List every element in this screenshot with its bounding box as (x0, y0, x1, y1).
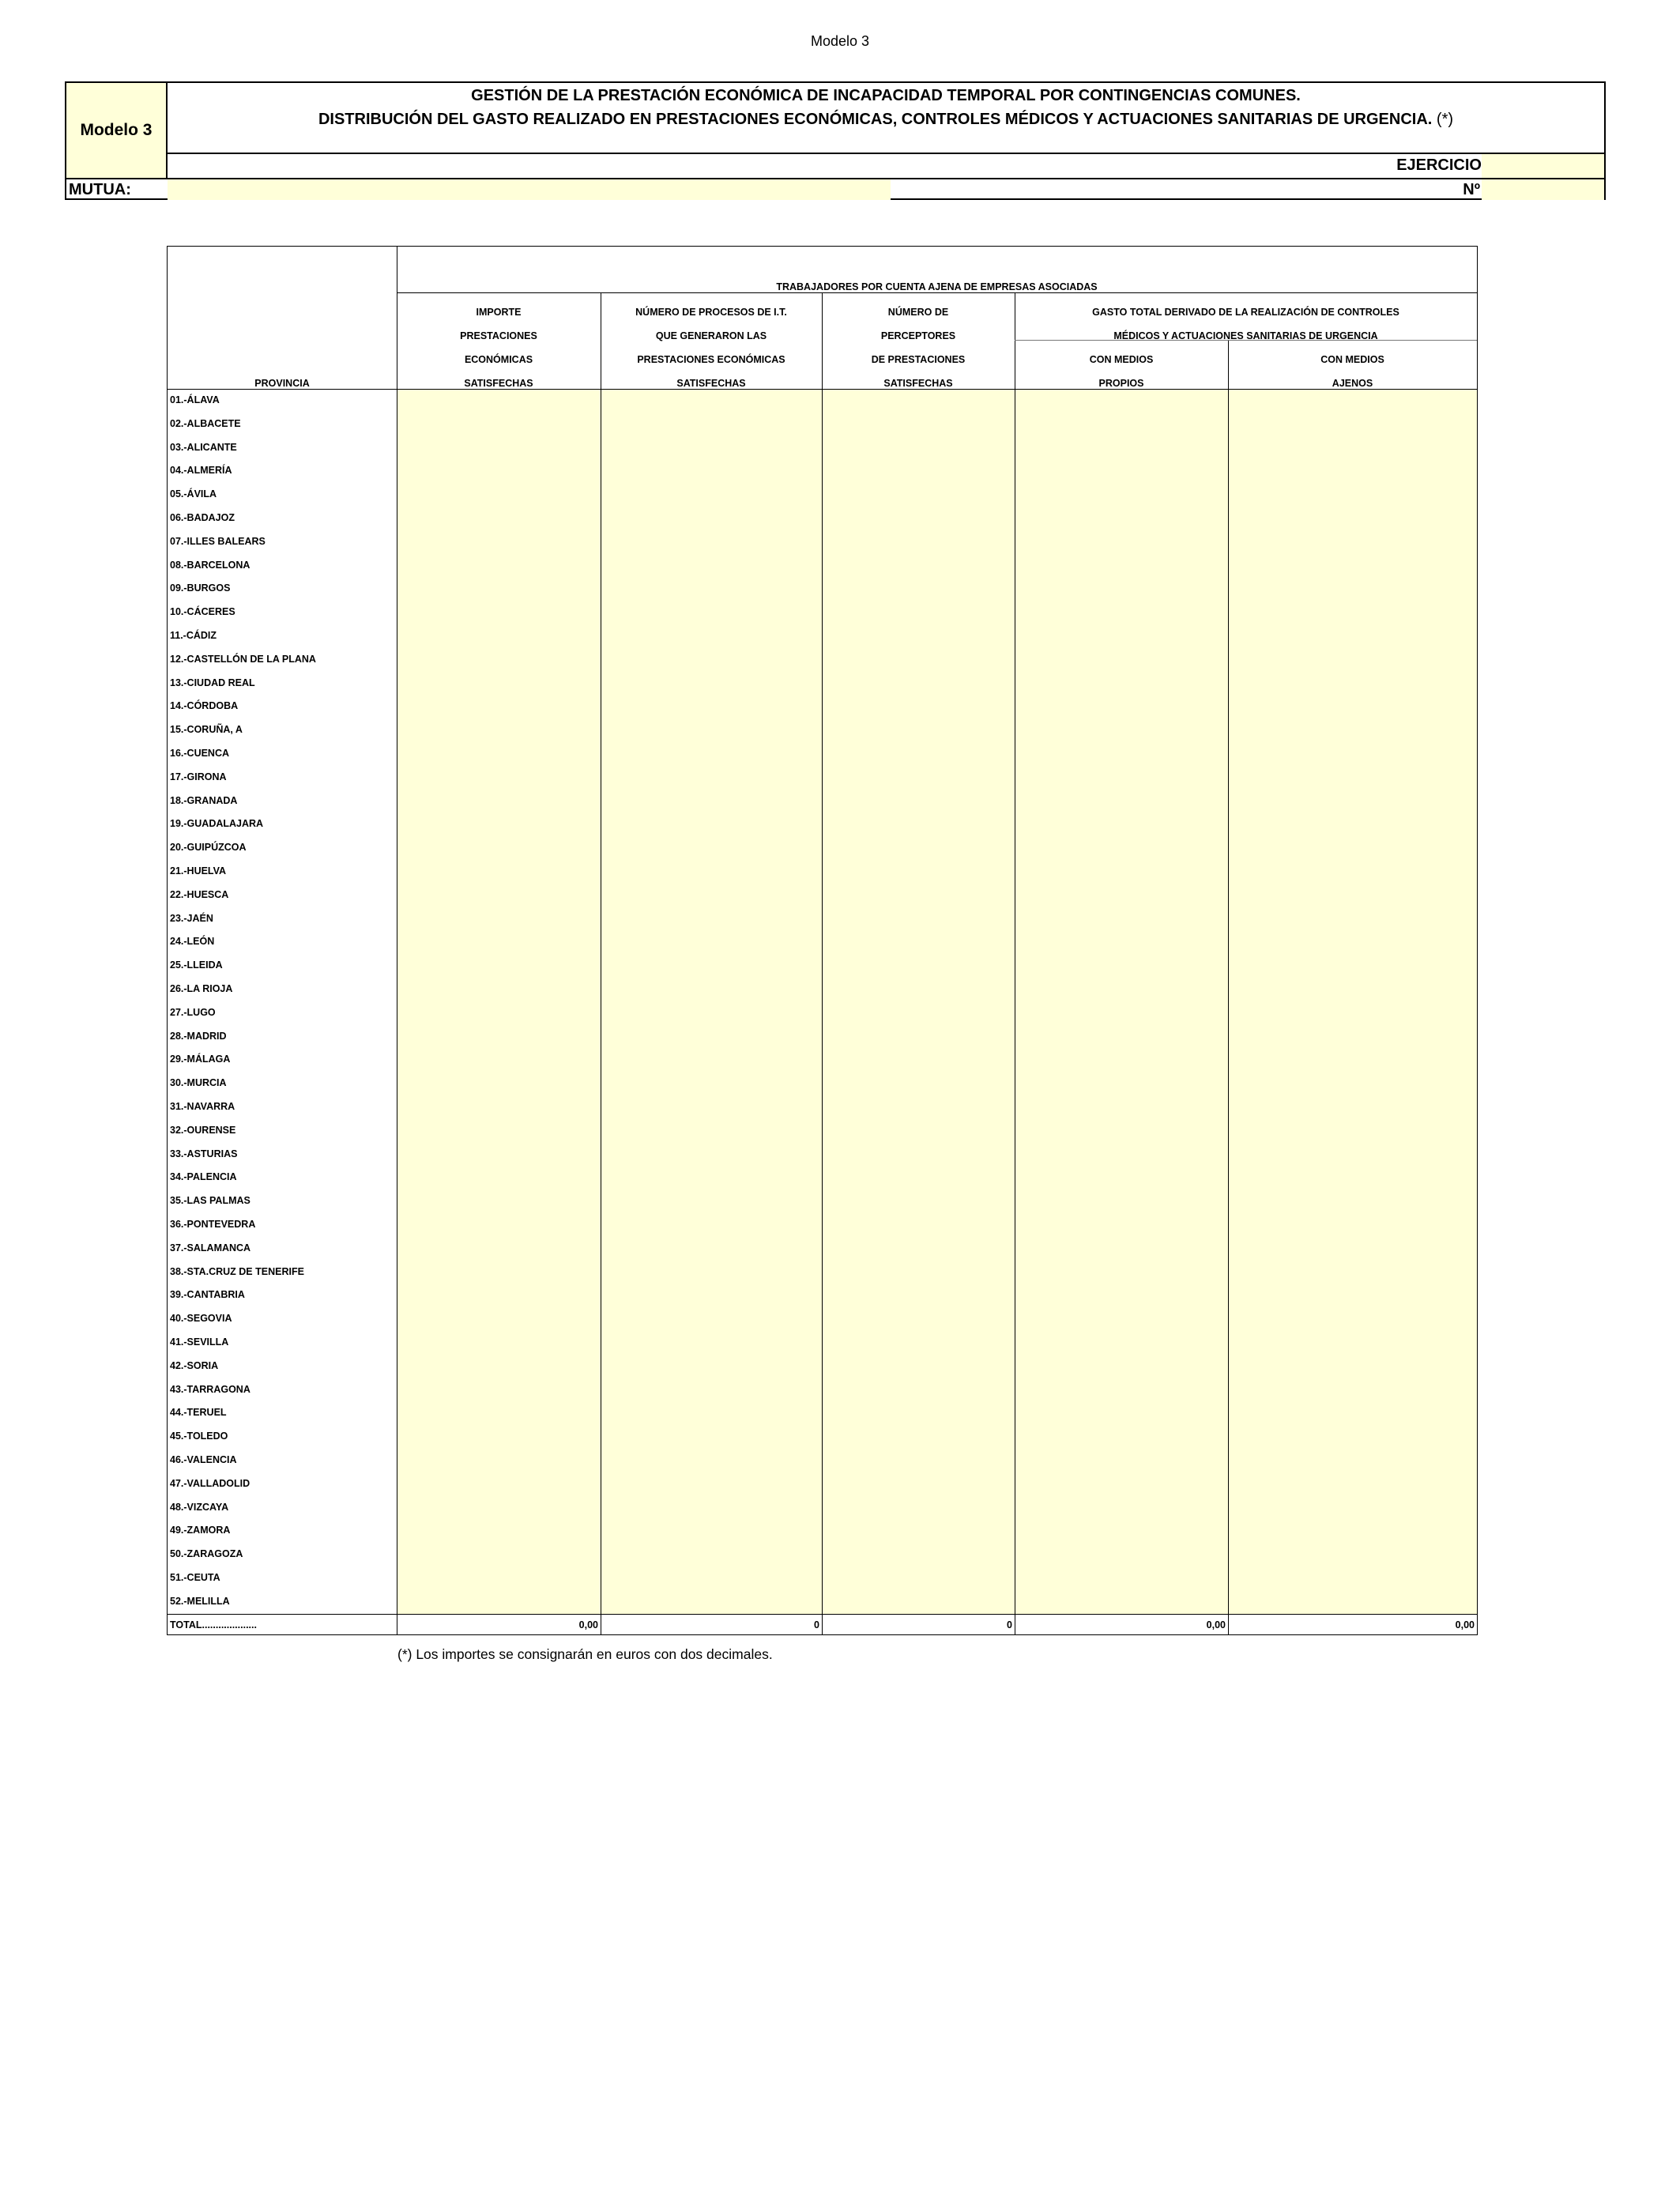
col-propios-header-line: PROPIOS (1098, 378, 1144, 389)
numero-field[interactable] (1482, 179, 1604, 200)
province-row-label: 41.-SEVILLA (170, 1336, 229, 1348)
col-propios-header (1015, 348, 1228, 395)
model-label: Modelo 3 (66, 83, 168, 178)
col-procesos-header (601, 300, 822, 395)
province-row-label: 51.-CEUTA (170, 1572, 220, 1583)
province-row-label: 14.-CÓRDOBA (170, 700, 239, 712)
province-row-label: 32.-OURENSE (170, 1124, 236, 1136)
province-row-label: 46.-VALENCIA (170, 1454, 237, 1465)
page-label: Modelo 3 (810, 33, 870, 49)
province-row-label: 47.-VALLADOLID (170, 1477, 250, 1489)
province-row-label: 49.-ZAMORA (170, 1525, 231, 1536)
province-row-label: 07.-ILLES BALEARS (170, 535, 266, 547)
province-row-label: 48.-VIZCAYA (170, 1501, 229, 1513)
province-row-label: 44.-TERUEL (170, 1407, 227, 1419)
province-row-label: 03.-ALICANTE (170, 441, 237, 453)
province-row-label: 35.-LAS PALMAS (170, 1195, 250, 1207)
mutua-row (66, 178, 1604, 200)
province-row-label: 23.-JAÉN (170, 912, 213, 924)
col-propios-header-line: CON MEDIOS (1089, 354, 1154, 365)
col-perceptores-header-line: DE PRESTACIONES (871, 354, 966, 365)
province-row-label: 37.-SALAMANCA (170, 1242, 251, 1253)
total-row-divider (168, 1614, 1477, 1615)
province-row-label: 17.-GIRONA (170, 771, 227, 782)
mutua-label: MUTUA: (69, 181, 131, 198)
form-header (65, 81, 1606, 200)
province-row-label: 16.-CUENCA (170, 748, 230, 759)
province-row-label: 06.-BADAJOZ (170, 512, 235, 523)
group-header: TRABAJADORES POR CUENTA AJENA DE EMPRESAS ASOCIADAS (776, 281, 1098, 292)
province-row-label: 26.-LA RIOJA (170, 983, 233, 994)
gasto-header-divider (1015, 340, 1477, 341)
province-row-label: 15.-CORUÑA, A (170, 724, 243, 736)
title-asterisk: (*) (1436, 111, 1454, 128)
col-perceptores-header-line: PERCEPTORES (880, 330, 956, 341)
title-line-1: GESTIÓN DE LA PRESTACIÓN ECONÓMICA DE INCAPACIDAD TEMPORAL POR CONTINGENCIAS COMUNES. (471, 87, 1301, 104)
col-importe-header-line: SATISFECHAS (464, 378, 533, 389)
data-entry-column[interactable] (1015, 389, 1228, 1614)
ejercicio-field[interactable] (1482, 154, 1604, 178)
data-entry-column[interactable] (1228, 389, 1477, 1614)
col-ajenos-header-line: AJENOS (1332, 378, 1373, 389)
col-importe-header-line: IMPORTE (476, 307, 522, 318)
col-importe-header-line: ECONÓMICAS (464, 354, 533, 365)
province-row-label: 18.-GRANADA (170, 794, 238, 806)
form-title (168, 83, 1604, 153)
province-row-label: 02.-ALBACETE (170, 417, 241, 429)
title-line-2-text: DISTRIBUCIÓN DEL GASTO REALIZADO EN PRESTACIONES ECONÓMICAS, CONTROLES MÉDICOS Y ACTUACIONES SANITARIAS DE URGENCIA. (318, 111, 1433, 128)
ejercicio-row (168, 153, 1604, 178)
total-value: 0,00 (1206, 1619, 1226, 1630)
footnote: (*) Los importes se consignarán en euros con dos decimales. (397, 1646, 773, 1662)
province-row-label: 11.-CÁDIZ (170, 630, 217, 641)
col-ajenos-header (1228, 348, 1477, 395)
province-row-label: 22.-HUESCA (170, 888, 229, 900)
gasto-header-line: GASTO TOTAL DERIVADO DE LA REALIZACIÓN DE CONTROLES (1092, 307, 1399, 318)
total-label: TOTAL.................... (170, 1619, 257, 1630)
mutua-field[interactable] (168, 179, 891, 200)
province-row-label: 36.-PONTEVEDRA (170, 1219, 256, 1230)
province-row-label: 52.-MELILLA (170, 1595, 230, 1607)
province-row-label: 24.-LEÓN (170, 936, 215, 948)
province-row-label: 33.-ASTURIAS (170, 1148, 238, 1159)
province-row-label: 04.-ALMERÍA (170, 465, 232, 477)
province-row-label: 30.-MURCIA (170, 1077, 227, 1089)
numero-label: Nº (1463, 181, 1480, 198)
province-row-label: 50.-ZARAGOZA (170, 1548, 243, 1560)
province-row-label: 38.-STA.CRUZ DE TENERIFE (170, 1265, 304, 1277)
data-entry-column[interactable] (822, 389, 1015, 1614)
total-value: 0,00 (1455, 1619, 1475, 1630)
col-perceptores-header (822, 300, 1015, 395)
col-ajenos-header-line: CON MEDIOS (1320, 354, 1384, 365)
total-value: 0,00 (578, 1619, 598, 1630)
total-value: 0 (814, 1619, 819, 1630)
col-importe-header (397, 300, 601, 395)
province-row-label: 34.-PALENCIA (170, 1171, 237, 1183)
province-row-label: 39.-CANTABRIA (170, 1289, 245, 1301)
provincia-header: PROVINCIA (254, 378, 310, 389)
province-row-label: 27.-LUGO (170, 1006, 216, 1018)
col-procesos-header-line: SATISFECHAS (676, 378, 746, 389)
column-divider (1228, 340, 1229, 1634)
province-row-label: 40.-SEGOVIA (170, 1313, 232, 1325)
province-row-label: 42.-SORIA (170, 1359, 219, 1371)
province-row-label: 01.-ÁLAVA (170, 394, 220, 405)
province-row-label: 45.-TOLEDO (170, 1431, 228, 1442)
province-row-label: 29.-MÁLAGA (170, 1054, 231, 1065)
province-row-label: 25.-LLEIDA (170, 959, 223, 971)
province-row-label: 08.-BARCELONA (170, 559, 250, 571)
province-row-label: 19.-GUADALAJARA (170, 818, 264, 830)
province-row-label: 43.-TARRAGONA (170, 1383, 250, 1395)
province-row-label: 13.-CIUDAD REAL (170, 677, 255, 688)
province-row-label: 31.-NAVARRA (170, 1101, 235, 1112)
column-divider (822, 292, 823, 1634)
province-row-label: 05.-ÁVILA (170, 488, 217, 500)
distribution-table (167, 246, 1478, 1635)
data-entry-column[interactable] (397, 389, 601, 1614)
col-procesos-header-line: NÚMERO DE PROCESOS DE I.T. (635, 307, 787, 318)
province-row-label: 20.-GUIPÚZCOA (170, 842, 247, 854)
total-value: 0 (1007, 1619, 1012, 1630)
data-entry-column[interactable] (601, 389, 822, 1614)
col-procesos-header-line: PRESTACIONES ECONÓMICAS (637, 354, 785, 365)
col-procesos-header-line: QUE GENERARON LAS (655, 330, 767, 341)
header-body-divider (168, 389, 1477, 390)
title-line-2 (168, 107, 1604, 131)
group-header-divider (397, 292, 1477, 293)
province-row-label: 28.-MADRID (170, 1030, 227, 1042)
province-row-label: 21.-HUELVA (170, 865, 227, 876)
ejercicio-label: EJERCICIO (1396, 156, 1482, 174)
province-row-label: 09.-BURGOS (170, 582, 231, 594)
col-perceptores-header-line: NÚMERO DE (887, 307, 949, 318)
gasto-header-line: MÉDICOS Y ACTUACIONES SANITARIAS DE URGENCIA (1113, 330, 1378, 341)
col-perceptores-header-line: SATISFECHAS (883, 378, 953, 389)
col-importe-header-line: PRESTACIONES (460, 330, 537, 341)
gasto-header (1015, 300, 1477, 348)
province-row-label: 12.-CASTELLÓN DE LA PLANA (170, 653, 316, 665)
province-row-label: 10.-CÁCERES (170, 606, 235, 618)
